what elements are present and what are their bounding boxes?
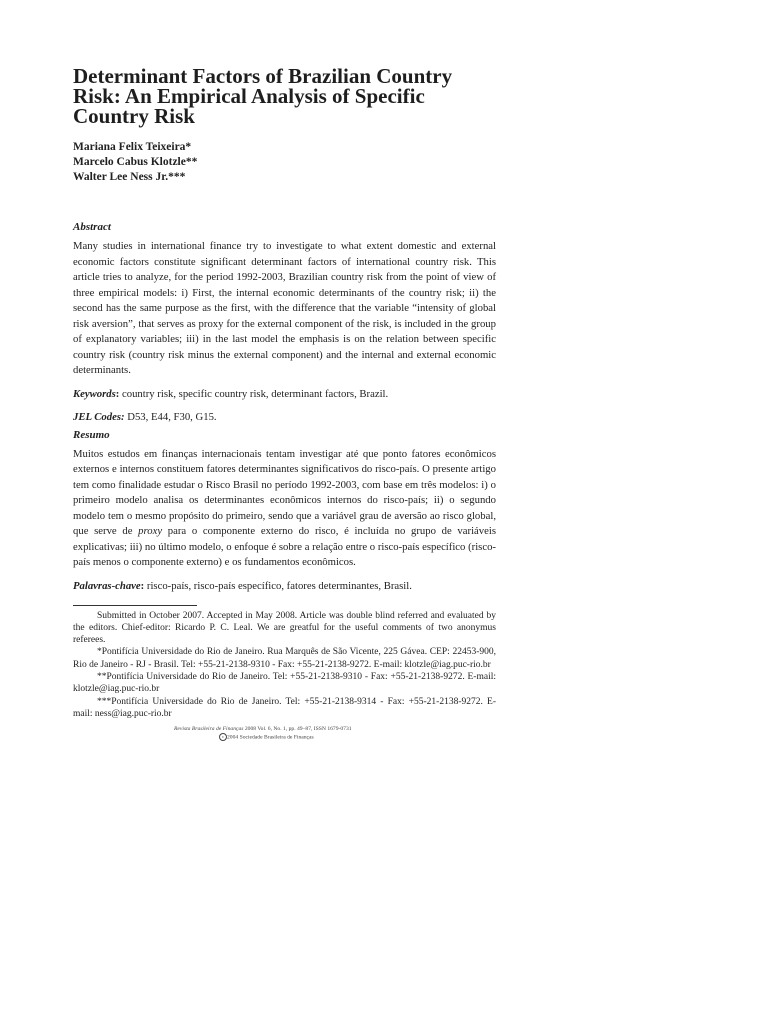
journal-name: Revista Brasileira de Finanças bbox=[174, 726, 244, 732]
palavras-chave-text: risco-país, risco-país específico, fatores determinantes, Brasil. bbox=[144, 579, 412, 592]
resumo-heading: Resumo bbox=[73, 428, 110, 441]
author-list bbox=[73, 140, 496, 185]
palavras-chave-colon: : bbox=[140, 579, 145, 592]
footnote-author-1: *Pontifícia Universidade do Rio de Janeiro. Rua Marquês de São Vicente, 225 Gávea. CEP: 22453-900, Rio de Janeiro - RJ - Brasil. Tel: +55-21-2138-9310 - Fax: +55-21-2138-9272. E-mail: klotzle@iag.puc-rio.br bbox=[73, 647, 496, 670]
author-name: Mariana Felix Teixeira* bbox=[73, 141, 192, 153]
journal-citation bbox=[174, 725, 414, 741]
resumo-text-part: para o componente externo do risco, é incluída no grupo de variáveis explicativas; iii) no último modelo, o enfoque é sobre a relação entre o risco-país específico (risco-país menos o componente externo) e os fundamentos econômicos. bbox=[73, 525, 496, 568]
abstract-heading: Abstract bbox=[73, 221, 111, 233]
keywords-line bbox=[73, 387, 496, 402]
palavras-chave-line bbox=[73, 579, 496, 594]
copyright-icon: c bbox=[219, 733, 227, 741]
author-name: Walter Lee Ness Jr.*** bbox=[73, 171, 186, 183]
footnote-submission: Submitted in October 2007. Accepted in May 2008. Article was double blind referred and evaluated by the editors. Chief-editor: Ricardo P. C. Leal. We are greatful for the useful comments of two anonymus referees. bbox=[73, 610, 496, 646]
footnote-author-3: ***Pontifícia Universidade do Rio de Janeiro. Tel: +55-21-2138-9314 - Fax: +55-21-2138-9272. E-mail: ness@iag.puc-rio.br bbox=[73, 696, 496, 719]
keywords-colon: : bbox=[115, 387, 120, 400]
journal-details: 2008 Vol. 6, No. 1, pp. 49–87, ISSN 1679-0731 bbox=[243, 726, 352, 732]
resumo-proxy-term: proxy bbox=[138, 525, 163, 537]
jel-codes-label: JEL Codes: bbox=[73, 410, 125, 423]
journal-line-1 bbox=[174, 725, 414, 733]
author-name: Marcelo Cabus Klotzle** bbox=[73, 156, 198, 168]
keywords-label: Keywords bbox=[73, 387, 116, 400]
journal-line-2 bbox=[174, 733, 414, 741]
jel-codes-line bbox=[73, 410, 496, 425]
journal-copyright: 2004 Sociedade Brasileira de Finanças bbox=[227, 734, 314, 741]
footnote-author-2: **Pontifícia Universidade do Rio de Janeiro. Tel: +55-21-2138-9310 - Fax: +55-21-2138-9272. E-mail: klotzle@iag.puc-rio.br bbox=[73, 671, 496, 695]
footnotes bbox=[73, 610, 496, 721]
resumo-text bbox=[73, 447, 496, 571]
jel-codes-text: D53, E44, F30, G15. bbox=[124, 410, 217, 423]
abstract-text: Many studies in international finance try to investigate to what extent domestic and external economic factors constitute significant determinant factors of international country risk. This article tries to analyze, for the period 1992-2003, Brazilian country risk from the point of view of three empirical models: i) First, the internal economic determinants of the country risk; ii) the second has the same purpose as the first, with the difference that the variable “intensity of global risk aversion”, that serves as proxy for the external component of the risk, is included in the group of explanatory variables; iii) in the last model the emphasis is on the relation between specific country risk (country risk minus the external component) and the internal and external economic determinants. bbox=[73, 240, 496, 376]
resumo-text-part: Muitos estudos em finanças internacionais tentam investigar até que ponto fatores econômicos externos e internos constituem fatores determinantes significativos do risco-país. O presente artigo tem como finalidade estudar o Risco Brasil no período 1992-2003, com base em três modelos: i) o primeiro modelo analisa os determinantes econômicos internos do risco-país; ii) o segundo modelo tem o mesmo propósito do primeiro, sendo que a variável grau de aversão ao risco global, que serve de bbox=[73, 447, 496, 537]
article-title: Determinant Factors of Brazilian Country Risk: An Empirical Analysis of Specific Country Risk bbox=[73, 64, 453, 128]
footnote-divider bbox=[73, 605, 197, 606]
palavras-chave-label: Palavras-chave bbox=[73, 579, 141, 592]
article-first-page bbox=[73, 66, 496, 720]
keywords-text: country risk, specific country risk, determinant factors, Brazil. bbox=[119, 387, 389, 400]
